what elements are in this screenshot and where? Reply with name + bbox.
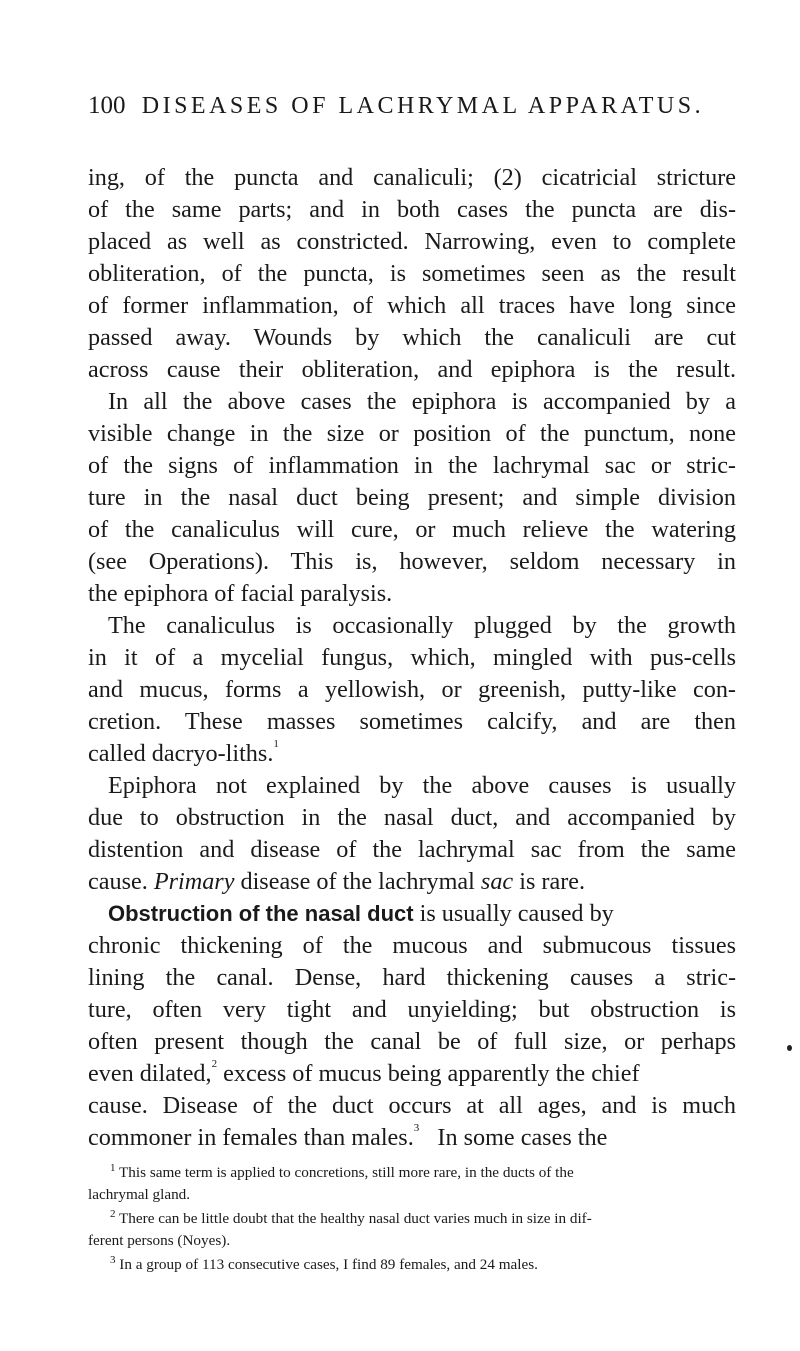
text-line: (see Operations). This is, however, seldom necessary in <box>88 548 736 575</box>
text-line: ture, often very tight and unyielding; but obstruction is <box>88 996 736 1023</box>
text-line: chronic thickening of the mucous and submucous tissues <box>88 932 736 959</box>
text-run: cause. <box>88 868 148 895</box>
text-line: of the same parts; and in both cases the puncta are dis- <box>88 196 736 223</box>
text-line: of the signs of inflammation in the lachrymal sac or stric- <box>88 452 736 479</box>
emphasis-primary: Primary <box>153 868 235 895</box>
text-line <box>88 1060 736 1088</box>
footnote-continuation: lachrymal gland. <box>88 1186 191 1203</box>
text-line: visible change in the size or position of the punctum, none <box>88 420 736 447</box>
footnote-text: In a group of 113 consecutive cases, I find 89 females, and 24 males. <box>119 1256 538 1273</box>
text-run: commoner in females than males. <box>88 1124 414 1151</box>
text-run: is rare. <box>519 868 586 895</box>
running-title: DISEASES OF LACHRYMAL APPARATUS. <box>141 93 705 119</box>
text-line: passed away. Wounds by which the canaliculi are cut <box>88 324 736 351</box>
text-line: of the canaliculus will cure, or much relieve the watering <box>88 516 736 543</box>
footnote <box>110 1164 736 1182</box>
text-line: of former inflammation, of which all traces have long since <box>88 292 736 319</box>
text-line: in it of a mycelial fungus, which, mingled with pus-cells <box>88 644 736 671</box>
text-line: Epiphora not explained by the above causes is usually <box>108 772 736 799</box>
text-line: ing, of the puncta and canaliculi; (2) cicatricial stricture <box>88 164 736 191</box>
text-line <box>108 900 736 928</box>
margin-speck <box>787 1045 792 1051</box>
footnote-mark: 3 <box>110 1254 116 1266</box>
footnote-ref: 1 <box>273 738 279 750</box>
text-line: due to obstruction in the nasal duct, and accompanied by <box>88 804 736 831</box>
text-line: In all the above cases the epiphora is accompanied by a <box>108 388 736 415</box>
text-run: excess of mucus being apparently the chief <box>223 1060 640 1087</box>
footnote <box>110 1256 736 1274</box>
text-line <box>88 740 736 768</box>
text-line: the epiphora of facial paralysis. <box>88 580 393 607</box>
text-line: cretion. These masses sometimes calcify, and are then <box>88 708 736 735</box>
text-line: placed as well as constricted. Narrowing, even to complete <box>88 228 736 255</box>
text-line: across cause their obliteration, and epiphora is the result. <box>88 356 736 383</box>
footnote-ref: 3 <box>413 1122 420 1134</box>
footnote-mark: 1 <box>110 1162 116 1174</box>
text-line: often present though the canal be of full size, or perhaps <box>88 1028 736 1055</box>
text-line: ture in the nasal duct being present; and simple division <box>88 484 736 511</box>
text-run: even dilated, <box>88 1060 212 1087</box>
text-line: cause. Disease of the duct occurs at all ages, and is much <box>88 1092 736 1119</box>
emphasis-sac: sac <box>480 868 514 895</box>
text-line: and mucus, forms a yellowish, or greenish, putty-like con- <box>88 676 736 703</box>
text-line: lining the canal. Dense, hard thickening causes a stric- <box>88 964 736 991</box>
page-number: 100 <box>88 92 126 119</box>
text-line <box>88 868 736 896</box>
text-run: In some cases the <box>437 1124 608 1151</box>
running-header <box>88 92 704 120</box>
text-line: distention and disease of the lachrymal sac from the same <box>88 836 736 863</box>
footnote-ref: 2 <box>211 1058 218 1070</box>
text-run: is usually caused by <box>419 900 614 927</box>
text-run: called dacryo-liths. <box>88 740 274 767</box>
footnote-text: There can be little doubt that the healthy nasal duct varies much in size in dif- <box>119 1210 592 1227</box>
footnote-mark: 2 <box>110 1208 116 1220</box>
side-heading: Obstruction of the nasal duct <box>108 901 414 926</box>
footnote <box>110 1210 736 1228</box>
text-line: The canaliculus is occasionally plugged by the growth <box>108 612 736 639</box>
text-run: disease of the lachrymal <box>240 868 475 895</box>
text-line: obliteration, of the puncta, is sometimes seen as the result <box>88 260 736 287</box>
text-line <box>88 1124 736 1152</box>
footnote-text: This same term is applied to concretions, still more rare, in the ducts of the <box>119 1164 574 1181</box>
footnote-continuation: ferent persons (Noyes). <box>88 1232 231 1249</box>
